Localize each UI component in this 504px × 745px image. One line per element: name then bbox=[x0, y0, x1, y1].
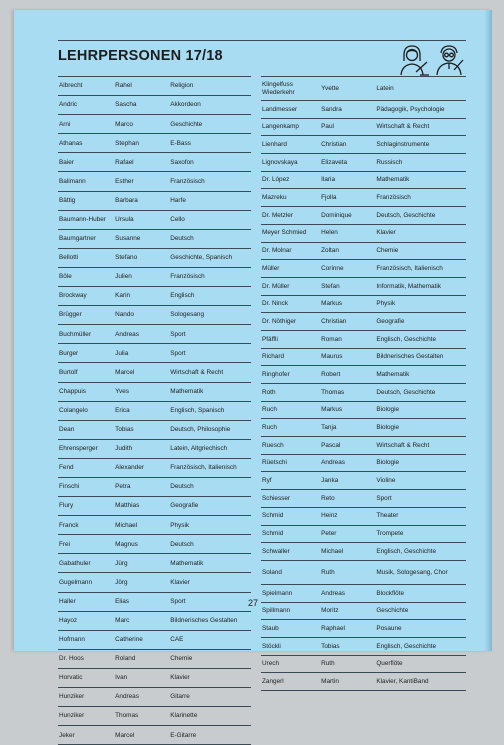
page-edge bbox=[484, 10, 492, 651]
table-row bbox=[58, 324, 251, 343]
table-row bbox=[261, 224, 466, 242]
last-name-cell: Urech bbox=[262, 660, 280, 668]
subject-cell: Schlaginstrumente bbox=[376, 141, 430, 149]
table-row bbox=[58, 534, 251, 553]
table-row bbox=[261, 655, 466, 673]
subject-cell: Biologie bbox=[376, 406, 400, 414]
last-name-cell: Schwaller bbox=[262, 547, 290, 555]
last-name-cell: Lignovskaya bbox=[262, 158, 298, 166]
subject-cell: Französisch bbox=[170, 177, 205, 185]
first-name-cell: Markus bbox=[321, 300, 343, 308]
first-name-cell: Michael bbox=[321, 547, 344, 555]
table-row bbox=[261, 277, 466, 295]
subject-cell: Informatik, Mathematik bbox=[376, 282, 441, 290]
table-row bbox=[261, 242, 466, 260]
subject-cell: Wirtschaft & Recht bbox=[170, 368, 224, 376]
last-name-cell: Ruesch bbox=[262, 441, 284, 449]
first-name-cell: Yvette bbox=[321, 84, 339, 92]
subject-cell: Chemie bbox=[376, 247, 399, 255]
subject-cell: Deutsch, Geschichte bbox=[376, 388, 436, 396]
first-name-cell: Fjolla bbox=[321, 194, 337, 202]
table-row bbox=[58, 668, 251, 687]
first-name-cell: Ivan bbox=[115, 674, 128, 682]
first-name-cell: Elias bbox=[115, 597, 129, 605]
last-name-cell: Burtolf bbox=[59, 368, 78, 376]
subject-cell: Englisch bbox=[170, 292, 195, 300]
last-name-cell: Finschi bbox=[59, 483, 80, 491]
last-name-cell: Colangelo bbox=[59, 406, 88, 414]
first-name-cell: Tobias bbox=[321, 642, 340, 650]
subject-cell: Deutsch bbox=[170, 235, 194, 243]
table-row bbox=[58, 133, 251, 152]
table-row bbox=[58, 305, 251, 324]
last-name-cell: Gugelmann bbox=[59, 578, 93, 586]
table-row bbox=[58, 382, 251, 401]
table-row bbox=[261, 330, 466, 348]
table-row bbox=[58, 286, 251, 305]
table-row bbox=[261, 637, 466, 655]
first-name-cell: Catherine bbox=[115, 636, 143, 644]
last-name-cell: Bellotti bbox=[59, 254, 79, 262]
subject-cell: Sport bbox=[170, 349, 186, 357]
first-name-cell: Stefano bbox=[115, 254, 138, 262]
subject-cell: Englisch, Geschichte bbox=[376, 335, 437, 343]
table-row bbox=[261, 100, 466, 118]
first-name-cell: Rafael bbox=[115, 158, 134, 166]
subject-cell: Biologie bbox=[376, 424, 400, 432]
table-row bbox=[58, 725, 251, 744]
table-row bbox=[261, 171, 466, 189]
table-row bbox=[58, 401, 251, 420]
first-name-cell: Pascal bbox=[321, 441, 341, 449]
last-name-cell: Flury bbox=[59, 502, 74, 510]
first-name-cell: Susanne bbox=[115, 235, 141, 243]
last-name-cell: Ruch bbox=[262, 424, 277, 432]
subject-cell: Russisch bbox=[376, 158, 403, 166]
table-row bbox=[58, 515, 251, 534]
subject-cell: Geschichte, Spanisch bbox=[170, 254, 233, 262]
last-name-cell: Landmesser bbox=[262, 105, 298, 113]
table-row bbox=[261, 454, 466, 472]
last-name-cell: Dr. Ninck bbox=[262, 300, 288, 308]
last-name-cell: Albrecht bbox=[59, 82, 83, 90]
table-row bbox=[58, 248, 251, 267]
first-name-cell: Petra bbox=[115, 483, 131, 491]
first-name-cell: Ruth bbox=[321, 660, 335, 668]
last-name-cell: Müller bbox=[262, 264, 280, 272]
first-name-cell: Paul bbox=[321, 123, 334, 131]
last-name-cell: Burger bbox=[59, 349, 79, 357]
subject-cell: Klavier, KantiBand bbox=[376, 677, 429, 685]
first-name-cell: Julia bbox=[115, 349, 129, 357]
table-row bbox=[261, 188, 466, 206]
last-name-cell: Balimann bbox=[59, 177, 86, 185]
first-name-cell: Ruth bbox=[321, 568, 335, 576]
table-row bbox=[58, 649, 251, 668]
last-name-cell: Athanas bbox=[59, 139, 83, 147]
subject-cell: Französisch, Italienisch bbox=[170, 464, 237, 472]
first-name-cell: Matthias bbox=[115, 502, 140, 510]
subject-cell: Sport bbox=[376, 494, 392, 502]
last-name-cell: Arni bbox=[59, 120, 71, 128]
table-row bbox=[261, 76, 466, 100]
last-name-cell: Soland bbox=[262, 568, 282, 576]
first-name-cell: Roland bbox=[115, 655, 136, 663]
first-name-cell: Thomas bbox=[321, 388, 345, 396]
first-name-cell: Erica bbox=[115, 406, 130, 414]
subject-cell: Harfe bbox=[170, 196, 186, 204]
teacher-avatars bbox=[398, 42, 464, 76]
subject-cell: Chemie bbox=[170, 655, 193, 663]
last-name-cell: Andric bbox=[59, 101, 78, 109]
table-row bbox=[58, 439, 251, 458]
table-row bbox=[261, 525, 466, 543]
first-name-cell: Judith bbox=[115, 445, 133, 453]
male-teacher-icon bbox=[437, 46, 463, 75]
table-row bbox=[58, 611, 251, 630]
subject-cell: Bildnerisches Gestalten bbox=[376, 353, 444, 361]
subject-cell: Französisch bbox=[170, 273, 205, 281]
first-name-cell: Corinne bbox=[321, 264, 344, 272]
first-name-cell: Michael bbox=[115, 521, 138, 529]
table-row bbox=[261, 118, 466, 136]
last-name-cell: Bättig bbox=[59, 196, 76, 204]
subject-cell: Deutsch, Geschichte bbox=[376, 211, 436, 219]
first-name-cell: Andreas bbox=[321, 459, 345, 467]
first-name-cell: Martin bbox=[321, 677, 339, 685]
title-rule bbox=[58, 40, 466, 41]
last-name-cell: Jeker bbox=[59, 731, 75, 739]
subject-cell: Biologie bbox=[376, 459, 400, 467]
last-name-cell: Dean bbox=[59, 426, 75, 434]
table-row bbox=[261, 365, 466, 383]
last-name-cell: Fend bbox=[59, 464, 74, 472]
last-name-cell: Schiesser bbox=[262, 494, 291, 502]
last-name-cell: Hofmann bbox=[59, 636, 85, 644]
subject-cell: Französisch, Italienisch bbox=[376, 264, 443, 272]
table-row bbox=[261, 672, 466, 690]
first-name-cell: Ilaria bbox=[321, 176, 335, 184]
subject-cell: Posaune bbox=[376, 624, 402, 632]
last-name-cell: Dr. López bbox=[262, 176, 290, 184]
page-title: LEHRPERSONEN 17/18 bbox=[58, 48, 223, 64]
last-name-cell: Frei bbox=[59, 540, 71, 548]
last-name-cell: Dr. Molnar bbox=[262, 247, 292, 255]
first-name-cell: Christian bbox=[321, 317, 347, 325]
table-row bbox=[261, 560, 466, 584]
subject-cell: Physik bbox=[376, 300, 396, 308]
last-name-cell: Buchmüller bbox=[59, 330, 91, 338]
subject-cell: Theater bbox=[376, 512, 399, 520]
first-name-cell: Zoltan bbox=[321, 247, 339, 255]
first-name-cell: Peter bbox=[321, 530, 337, 538]
last-name-cell: Lienhard bbox=[262, 141, 287, 149]
last-name-cell: Ruch bbox=[262, 406, 277, 414]
subject-cell: Mathematik bbox=[170, 387, 204, 395]
first-name-cell: Andreas bbox=[115, 330, 139, 338]
female-teacher-icon bbox=[401, 46, 429, 75]
subject-cell: Geschichte bbox=[170, 120, 203, 128]
last-name-cell: Böle bbox=[59, 273, 72, 281]
last-name-cell: Dr. Müller bbox=[262, 282, 290, 290]
table-row bbox=[261, 418, 466, 436]
subject-cell: Englisch, Spanisch bbox=[170, 406, 225, 414]
table-row bbox=[58, 229, 251, 248]
page-number: 27 bbox=[247, 598, 258, 608]
first-name-cell: Maurus bbox=[321, 353, 343, 361]
table-row bbox=[261, 436, 466, 454]
first-name-cell: Reto bbox=[321, 494, 335, 502]
last-name-cell: Gabathuler bbox=[59, 559, 91, 567]
last-name-cell: Dr. Hoos bbox=[59, 655, 84, 663]
document-page bbox=[14, 10, 492, 739]
subject-cell: Bildnerisches Gestalten bbox=[170, 616, 238, 624]
last-name-cell: Meyer Schmied bbox=[262, 229, 307, 237]
table-row bbox=[58, 553, 251, 572]
subject-cell: Deutsch bbox=[170, 540, 194, 548]
first-name-cell: Rahel bbox=[115, 82, 132, 90]
subject-cell: Mathematik bbox=[376, 370, 410, 378]
table-row bbox=[261, 153, 466, 171]
subject-cell: Pädagogik, Psychologie bbox=[376, 105, 445, 113]
subject-cell: Gitarre bbox=[170, 693, 190, 701]
last-name-cell: Hunziker bbox=[59, 693, 85, 701]
table-row bbox=[58, 630, 251, 649]
first-name-cell: Heinz bbox=[321, 512, 338, 520]
table-row bbox=[261, 206, 466, 224]
table-row bbox=[58, 572, 251, 591]
first-name-cell: Esther bbox=[115, 177, 134, 185]
table-row bbox=[261, 507, 466, 525]
table-row bbox=[58, 114, 251, 133]
table-row bbox=[58, 420, 251, 439]
first-name-cell: Tobias bbox=[115, 426, 134, 434]
last-name-cell: Ringhofer bbox=[262, 370, 290, 378]
first-name-cell: Janka bbox=[321, 477, 339, 485]
table-row bbox=[58, 362, 251, 381]
table-row bbox=[261, 135, 466, 153]
first-name-cell: Alexander bbox=[115, 464, 144, 472]
first-name-cell: Barbara bbox=[115, 196, 138, 204]
subject-cell: CAE bbox=[170, 636, 184, 644]
subject-cell: Klavier bbox=[376, 229, 396, 237]
last-name-cell: Brügger bbox=[59, 311, 82, 319]
last-name-cell: Schmid bbox=[262, 530, 284, 538]
last-name-cell: Baier bbox=[59, 158, 74, 166]
subject-cell: E-Gitarre bbox=[170, 731, 197, 739]
last-name-cell: Zangerl bbox=[262, 677, 284, 685]
last-name-cell: Dr. Nöthiger bbox=[262, 317, 297, 325]
subject-cell: Klarinette bbox=[170, 712, 198, 720]
subject-cell: Wirtschaft & Recht bbox=[376, 123, 430, 131]
subject-cell: Deutsch bbox=[170, 483, 194, 491]
first-name-cell: Marcel bbox=[115, 368, 135, 376]
last-name-cell: Pfäffli bbox=[262, 335, 278, 343]
first-name-cell: Magnus bbox=[115, 540, 138, 548]
last-name-cell: Spielmann bbox=[262, 589, 293, 597]
subject-cell: Klavier bbox=[170, 578, 190, 586]
first-name-cell: Robert bbox=[321, 370, 341, 378]
table-row bbox=[58, 76, 251, 95]
subject-cell: Musik, Sologesang, Chor bbox=[376, 568, 448, 576]
first-name-cell: Nando bbox=[115, 311, 134, 319]
last-name-cell: Klingelfuss Wiederkehr bbox=[262, 81, 295, 96]
first-name-cell: Markus bbox=[321, 406, 343, 414]
last-name-cell: Richard bbox=[262, 353, 285, 361]
first-name-cell: Sandra bbox=[321, 105, 342, 113]
table-row bbox=[58, 191, 251, 210]
subject-cell: Saxofon bbox=[170, 158, 194, 166]
first-name-cell: Tanja bbox=[321, 424, 337, 432]
subject-cell: Deutsch, Philosophie bbox=[170, 426, 231, 434]
last-name-cell: Haller bbox=[59, 597, 76, 605]
first-name-cell: Ursula bbox=[115, 216, 134, 223]
first-name-cell: Helen bbox=[321, 229, 338, 237]
first-name-cell: Elizaveta bbox=[321, 158, 348, 166]
first-name-cell: Jörg bbox=[115, 578, 128, 586]
table-row bbox=[58, 152, 251, 171]
table-row bbox=[58, 706, 251, 725]
subject-cell: Akkordeon bbox=[170, 101, 201, 109]
last-name-cell: Roth bbox=[262, 388, 276, 396]
table-row bbox=[58, 267, 251, 286]
first-name-cell: Dominique bbox=[321, 211, 352, 219]
last-name-cell: Baumann-Huber bbox=[59, 216, 106, 223]
first-name-cell: Roman bbox=[321, 335, 342, 343]
subject-cell: Blockflöte bbox=[376, 589, 405, 597]
table-row bbox=[58, 343, 251, 362]
subject-cell: Mathematik bbox=[376, 176, 410, 184]
subject-cell: Klavier bbox=[170, 674, 190, 682]
table-row bbox=[261, 348, 466, 366]
last-name-cell: Spillmann bbox=[262, 607, 291, 615]
subject-cell: Französisch bbox=[376, 194, 411, 202]
first-name-cell: Andreas bbox=[115, 693, 139, 701]
subject-cell: Querflöte bbox=[376, 660, 403, 668]
table-row bbox=[261, 471, 466, 489]
last-name-cell: Hunziker bbox=[59, 712, 85, 720]
subject-cell: Physik bbox=[170, 521, 190, 529]
subject-cell: Mathematik bbox=[170, 559, 204, 567]
table-row bbox=[58, 687, 251, 706]
table-row bbox=[261, 295, 466, 313]
first-name-cell: Christian bbox=[321, 141, 347, 149]
last-name-cell: Baumgartner bbox=[59, 235, 96, 243]
subject-cell: Violine bbox=[376, 477, 396, 485]
subject-cell: Latein bbox=[376, 84, 394, 92]
last-name-cell: Schmid bbox=[262, 512, 284, 520]
table-row bbox=[58, 95, 251, 114]
last-name-cell: Langenkamp bbox=[262, 123, 299, 131]
subject-cell: Latein, Altgriechisch bbox=[170, 445, 228, 453]
first-name-cell: Marc bbox=[115, 616, 130, 624]
last-name-cell: Stöckli bbox=[262, 642, 281, 650]
subject-cell: Wirtschaft & Recht bbox=[376, 441, 430, 449]
subject-cell: Englisch, Geschichte bbox=[376, 642, 437, 650]
last-name-cell: Mazreku bbox=[262, 194, 287, 202]
first-name-cell: Marco bbox=[115, 120, 133, 128]
last-name-cell: Staub bbox=[262, 624, 279, 632]
teacher-table-left bbox=[58, 76, 251, 745]
last-name-cell: Rüetschi bbox=[262, 459, 287, 467]
first-name-cell: Sascha bbox=[115, 101, 137, 109]
table-row bbox=[261, 259, 466, 277]
table-row bbox=[261, 383, 466, 401]
first-name-cell: Moritz bbox=[321, 607, 339, 615]
subject-cell: Geografie bbox=[376, 317, 405, 325]
table-row bbox=[58, 496, 251, 515]
table-row bbox=[261, 489, 466, 507]
table-row bbox=[261, 401, 466, 419]
last-name-cell: Ryf bbox=[262, 477, 272, 485]
subject-cell: Cello bbox=[170, 216, 185, 223]
subject-cell: Sport bbox=[170, 597, 186, 605]
subject-cell: Geografie bbox=[170, 502, 199, 510]
table-row bbox=[261, 312, 466, 330]
last-name-cell: Ehrensperger bbox=[59, 445, 98, 453]
subject-cell: Sologesang bbox=[170, 311, 205, 319]
last-name-cell: Dr. Metzler bbox=[262, 211, 293, 219]
subject-cell: Religion bbox=[170, 82, 194, 90]
table-row bbox=[58, 458, 251, 477]
subject-cell: Sport bbox=[170, 330, 186, 338]
subject-cell: E-Bass bbox=[170, 139, 191, 147]
first-name-cell: Yves bbox=[115, 387, 129, 395]
first-name-cell: Raphael bbox=[321, 624, 345, 632]
first-name-cell: Stephan bbox=[115, 139, 139, 147]
last-name-cell: Chappuis bbox=[59, 387, 87, 395]
subject-cell: Geschichte bbox=[376, 607, 409, 615]
table-row bbox=[58, 171, 251, 190]
first-name-cell: Jürg bbox=[115, 559, 128, 567]
last-name-cell: Franck bbox=[59, 521, 79, 529]
table-row bbox=[58, 477, 251, 496]
subject-cell: Trompete bbox=[376, 530, 404, 538]
last-name-cell: Hayoz bbox=[59, 616, 78, 624]
subject-cell: Englisch, Geschichte bbox=[376, 547, 437, 555]
table-row bbox=[58, 210, 251, 229]
first-name-cell: Thomas bbox=[115, 712, 139, 720]
first-name-cell: Andreas bbox=[321, 589, 345, 597]
table-row bbox=[261, 542, 466, 560]
first-name-cell: Karin bbox=[115, 292, 131, 300]
first-name-cell: Julien bbox=[115, 273, 132, 281]
first-name-cell: Marcel bbox=[115, 731, 135, 739]
first-name-cell: Stefan bbox=[321, 282, 340, 290]
table-row bbox=[261, 619, 466, 637]
last-name-cell: Horvatic bbox=[59, 674, 83, 682]
last-name-cell: Brockway bbox=[59, 292, 87, 300]
